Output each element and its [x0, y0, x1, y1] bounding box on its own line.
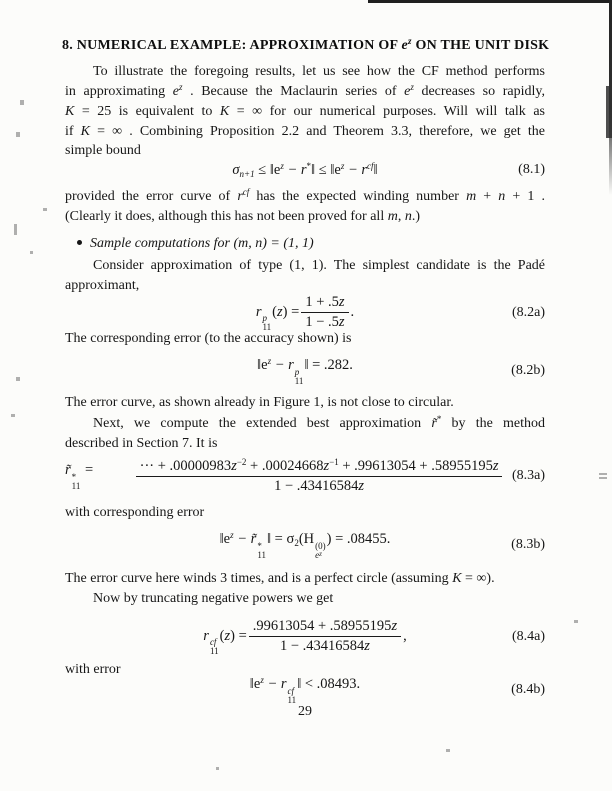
math-norm: ‖e: [330, 161, 341, 178]
math-sup-z: z: [230, 529, 234, 540]
body-text: To illustrate the foregoing results, let us see how the CF method performs: [93, 64, 545, 79]
fraction: [249, 618, 401, 655]
math-var-n: n: [404, 209, 412, 224]
equation-fraction-wrap: [93, 458, 545, 495]
scan-artifact: [599, 473, 607, 475]
math-sub-11: 11: [294, 375, 304, 386]
math-var-e: e: [401, 38, 408, 53]
body-text: with error: [65, 662, 121, 677]
scan-artifact: [599, 477, 607, 479]
equation-content: [256, 294, 354, 333]
math-var-z: z: [338, 293, 345, 310]
text-line: [65, 82, 545, 102]
scan-artifact: [16, 377, 20, 381]
math-text: ): [326, 530, 332, 547]
math-supsub: [295, 368, 304, 386]
math-sub-11: 11: [71, 480, 81, 491]
text-line: [65, 102, 545, 121]
math-sup-z: z: [178, 82, 183, 92]
math-text: ‖ < .08493.: [297, 675, 361, 692]
math-text: .99613054 + .58955195: [252, 617, 392, 634]
math-text: = .08455.: [331, 530, 391, 547]
math-sup-p: p: [294, 366, 300, 377]
math-paren: (: [272, 303, 278, 320]
body-text: Now by truncating negative powers we get: [93, 591, 334, 606]
math-var-r-tilde: r̃: [65, 461, 71, 478]
scan-artifact: [20, 100, 24, 105]
scan-artifact: [216, 767, 219, 770]
math-var-K: K: [452, 571, 462, 586]
body-text: . Because the Maclaurin series of: [182, 84, 405, 99]
equation-number: (8.3b): [511, 537, 545, 552]
body-text: + 1 .: [505, 189, 545, 204]
math-rel: =: [81, 461, 94, 478]
math-norm: ‖e: [257, 356, 268, 373]
text-line: [65, 122, 545, 141]
math-text: (H: [298, 530, 315, 547]
math-text: − r: [344, 161, 368, 178]
math-var-z: z: [492, 457, 499, 474]
math-text: − r: [271, 356, 294, 373]
text-line: [65, 207, 545, 226]
math-var-z: z: [323, 457, 330, 474]
equation-content: [203, 618, 406, 657]
equation-8-2b: [65, 355, 545, 386]
equation-number-text: (8.3a): [511, 468, 545, 483]
scan-artifact: [574, 620, 578, 623]
body-text: Consider approximation of type (1, 1). The simplest candidate is the Padé: [93, 258, 545, 273]
math-sup-exp: −2: [236, 456, 247, 467]
math-var-z: z: [358, 477, 365, 494]
math-text: + .99613054 + .58955195: [338, 457, 493, 474]
math-var-e: e: [172, 84, 179, 99]
text-line: [65, 62, 545, 81]
body-text: +: [476, 189, 499, 204]
fraction-denominator: [136, 476, 503, 495]
math-sup-z: z: [340, 160, 345, 171]
body-text: The error curve, as shown already in Figure 1, is not close to circular.: [65, 395, 454, 410]
fraction: [136, 458, 503, 495]
math-text: − r: [283, 161, 307, 178]
scan-artifact-right-blob: [606, 86, 612, 138]
scan-artifact: [11, 414, 15, 417]
scan-artifact: [43, 208, 47, 211]
text-line: [65, 329, 545, 348]
math-sub: n+1: [239, 168, 255, 179]
math-sup-0: (0): [315, 540, 326, 551]
equation-number: (8.1): [518, 162, 545, 177]
math-text: ··· + .00000983: [139, 457, 232, 474]
math-sup-cf: cf: [242, 187, 250, 197]
math-var-m: m: [466, 189, 477, 204]
math-sup-cf: cf: [209, 637, 217, 648]
math-norm: ‖: [311, 161, 316, 178]
math-sup-z: z: [408, 36, 412, 46]
body-text: = 25 is equivalent to: [74, 104, 220, 119]
body-text: = ∞ . Combining Proposition 2.2 and Theorem 3.3, therefore, we get the: [90, 124, 545, 139]
math-sub-e: e: [315, 549, 320, 560]
math-sup-star: *: [306, 160, 312, 171]
math-text: 1 − .5: [305, 313, 339, 330]
equation-8-4b: [65, 674, 545, 705]
math-var-K: K: [219, 104, 230, 119]
text-line: [65, 393, 545, 412]
body-text: The corresponding error (to the accuracy shown) is: [65, 331, 352, 346]
fraction-numerator: [301, 294, 348, 312]
text-line: [65, 256, 545, 275]
body-text: .): [411, 209, 421, 224]
fraction-numerator: [249, 618, 401, 636]
text-line: [65, 589, 545, 608]
math-sup-cf: cf: [287, 685, 295, 696]
math-var-r: r: [237, 189, 243, 204]
math-supsub: [210, 638, 219, 656]
body-text: decreases so rapidly,: [413, 84, 545, 99]
math-sup-star: *: [71, 471, 77, 482]
math-var-r: r: [255, 303, 262, 320]
fraction: [301, 294, 348, 331]
equation-number: (8.2b): [511, 363, 545, 378]
equation-8-4a: [65, 616, 545, 658]
math-sub-2: 2: [294, 537, 299, 548]
math-var-r-tilde: r̃: [431, 416, 437, 431]
body-text: The error curve here winds 3 times, and is a perfect circle (assuming: [65, 571, 453, 586]
math-norm: ‖e: [269, 161, 281, 178]
equation-content: [220, 531, 391, 560]
scan-artifact: [30, 251, 33, 254]
math-paren: (: [219, 627, 225, 644]
math-var-n: n: [498, 189, 506, 204]
math-sup-star: *: [436, 414, 442, 424]
math-var-z: z: [277, 303, 283, 320]
math-sup-star: *: [257, 540, 262, 551]
body-text: described in Section 7. It is: [65, 436, 218, 451]
bullet-text: Sample computations for: [90, 236, 234, 251]
bullet-math: (m, n) = (1, 1): [233, 236, 314, 251]
heading-text: 8. NUMERICAL EXAMPLE: APPROXIMATION OF: [62, 38, 398, 53]
math-text: ‖ = σ: [266, 530, 295, 547]
math-sup-z: z: [260, 674, 264, 685]
math-rel: ≤: [315, 161, 331, 178]
math-supsub: [257, 542, 266, 560]
math-var-r: r: [203, 627, 209, 644]
equation-content: [250, 676, 360, 705]
math-sub-z: z: [319, 549, 322, 558]
body-text: Next, we compute the extended best approximation: [93, 416, 432, 431]
equation-number-text: (8.2a): [511, 305, 545, 320]
body-text: = ∞ for our numerical purposes. Will will talk as: [229, 104, 545, 119]
math-norm: ‖: [373, 161, 378, 178]
text-line: [65, 569, 545, 588]
math-supsub: [315, 542, 326, 560]
math-var-z: z: [224, 627, 231, 644]
math-sup-cf: cf: [367, 160, 374, 171]
scan-artifact-top-strip: [368, 0, 612, 3]
text-line: [65, 187, 545, 207]
fraction-denominator: [301, 312, 348, 331]
equation-number: (8.4b): [511, 682, 545, 697]
math-sup-p: p: [262, 313, 267, 324]
body-text: has the expected winding number: [249, 189, 467, 204]
heading-text: ON THE UNIT DISK: [415, 38, 550, 53]
math-sub-11: 11: [287, 694, 297, 705]
text-line: [65, 434, 545, 453]
equation-lhs: [65, 462, 93, 491]
body-text: provided the error curve of: [65, 189, 238, 204]
body-text: if: [65, 124, 81, 139]
math-text: 1 − .43416584: [279, 637, 365, 654]
text-line: [65, 141, 545, 160]
math-var-z: z: [338, 313, 345, 330]
math-text: + .00024668: [246, 457, 324, 474]
math-text: − r̃: [233, 530, 257, 547]
equation-number-text: (8.4a): [511, 629, 545, 644]
body-text: ,: [397, 209, 405, 224]
scan-artifact: [446, 749, 450, 752]
text-line: [65, 503, 545, 522]
math-norm: ‖e: [219, 530, 231, 547]
math-sigma: σ: [232, 161, 240, 178]
body-text: in approximating: [65, 84, 173, 99]
math-supsub: [288, 687, 297, 705]
math-var-z: z: [364, 637, 370, 654]
bullet-item: [65, 234, 557, 253]
math-text: 1 + .5: [305, 293, 339, 310]
section-heading: [62, 36, 556, 56]
math-var-z: z: [231, 457, 237, 474]
math-sup-z: z: [410, 82, 414, 92]
equation-8-3b: [65, 529, 545, 560]
math-text: − r: [263, 675, 287, 692]
fraction-denominator: [249, 636, 401, 655]
math-var-e: e: [404, 84, 411, 99]
body-text: by the method: [441, 416, 545, 431]
math-text: 1 − .43416584: [274, 477, 359, 494]
math-text: ‖ = .282.: [304, 356, 353, 373]
math-sup-exp: −1: [329, 456, 339, 467]
page-number: 29: [298, 704, 312, 719]
math-norm: ‖e: [249, 675, 261, 692]
scan-artifact: [16, 132, 20, 137]
math-var-z: z: [391, 617, 398, 634]
equation-number: [512, 305, 545, 321]
math-rel: ≤: [254, 161, 270, 178]
equation-content: [257, 357, 353, 386]
body-text: approximant,: [65, 278, 140, 293]
scan-artifact: [14, 224, 17, 235]
math-supsub: [72, 473, 81, 491]
math-text: ,: [403, 627, 407, 644]
equation-8-3a: [65, 455, 545, 497]
math-var-K: K: [65, 104, 75, 119]
math-paren: ) =: [230, 627, 247, 644]
bullet-icon: [77, 240, 82, 245]
math-sup-z: z: [267, 355, 272, 366]
equation-8-2a: [65, 293, 545, 333]
math-sub-11: 11: [262, 322, 272, 333]
text-line: [65, 414, 545, 434]
equation-number: [512, 468, 545, 484]
math-text: .: [350, 303, 355, 320]
math-sub-11: 11: [257, 549, 266, 560]
equation-number: [512, 629, 545, 645]
body-text: with corresponding error: [65, 505, 205, 520]
math-paren: ) =: [282, 303, 300, 320]
math-var-m: m: [387, 209, 398, 224]
body-text: (Clearly it does, although this has not been proved for all: [65, 209, 388, 224]
equation-content: [232, 162, 377, 179]
equation-8-1: [65, 159, 545, 181]
fraction-numerator: [136, 458, 503, 476]
body-text: = ∞).: [461, 571, 495, 586]
body-text: simple bound: [65, 143, 141, 158]
math-sub-11: 11: [209, 646, 219, 657]
math-sup-z: z: [280, 160, 284, 171]
math-var-K: K: [80, 124, 91, 139]
